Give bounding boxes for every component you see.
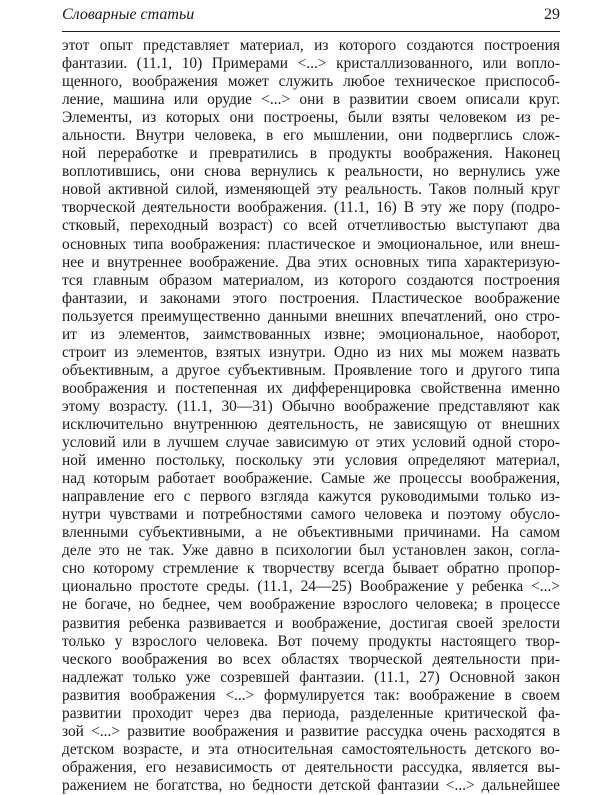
text-line: деле это не так. Уже давно в психологии был установлен закон, согла- bbox=[62, 542, 560, 560]
text-line: вленными субъективными, а не объективными причинами. На самом bbox=[62, 524, 560, 542]
text-line: объективным, а другое субъективным. Проявление того и другого типа bbox=[62, 361, 560, 379]
text-line: Элементы, из которых они построены, были взяты человеком из ре- bbox=[62, 109, 560, 127]
text-line: стковый, переходный возраст) со всей отчетливостью выступают два bbox=[62, 217, 560, 235]
text-line: условий или в лучшем случае зависимую от этих условий одной сторо- bbox=[62, 434, 560, 452]
text-line: ление, машина или орудие <...> они в развитии своем описали круг. bbox=[62, 91, 560, 109]
text-line: надлежат только уже созревшей фантазии. (11.1, 27) Основной закон bbox=[62, 668, 560, 686]
text-line: над которым работает воображение. Самые же процессы воображения, bbox=[62, 470, 560, 488]
text-line: развития ребенка развивается и воображение, достигая своей зрелости bbox=[62, 614, 560, 632]
text-line: пользуется преимущественно данными внешних впечатлений, оно стро- bbox=[62, 307, 560, 325]
body-text bbox=[62, 37, 560, 795]
running-head bbox=[62, 0, 560, 32]
text-line: ческого воображения во всех областях творческой деятельности при- bbox=[62, 650, 560, 668]
text-line: детском возрасте, и эта относительная самостоятельность детского во- bbox=[62, 740, 560, 758]
text-line: тся главным образом материалом, из которого создаются построения bbox=[62, 271, 560, 289]
text-line: не богаче, но беднее, чем воображение взрослого человека; в процессе bbox=[62, 596, 560, 614]
text-line: развитии проходит через два периода, разделенные критической фа- bbox=[62, 704, 560, 722]
text-line: ражением не богатства, но бедности детской фантазии <...> дальнейшее bbox=[62, 776, 560, 794]
page-number: 29 bbox=[544, 6, 560, 23]
text-line: воображения и постепенная их дифференцировка свойственна именно bbox=[62, 379, 560, 397]
text-line: ит из элементов, заимствованных извне; эмоциональное, наоборот, bbox=[62, 325, 560, 343]
text-line: новой активной силой, изменяющей эту реальность. Таков полный круг bbox=[62, 181, 560, 199]
text-line: фантазии. (11.1, 10) Примерами <...> кристаллизованного, или вопло- bbox=[62, 55, 560, 73]
running-title: Словарные статьи bbox=[62, 6, 195, 23]
text-line: строит из элементов, взятых изнутри. Одно из них мы можем назвать bbox=[62, 343, 560, 361]
text-line: ной именно постольку, поскольку эти условия определяют материал, bbox=[62, 452, 560, 470]
text-line: воплотившись, они снова вернулись к реальности, но вернулись уже bbox=[62, 163, 560, 181]
text-line: направление его с первого взгляда кажутся руководимыми только из- bbox=[62, 488, 560, 506]
text-line: фантазии, и законами этого построения. Пластическое воображение bbox=[62, 289, 560, 307]
text-line: этот опыт представляет материал, из которого создаются построения bbox=[62, 37, 560, 54]
text-line: развития воображения <...> формулируется так: воображение в своем bbox=[62, 686, 560, 704]
text-line: этому возрасту. (11.1, 30—31) Обычно воображение представляют как bbox=[62, 397, 560, 415]
text-line: альности. Внутри человека, в его мышлении, они подверглись слож- bbox=[62, 127, 560, 145]
text-line: щенного, воображения может служить любое техническое приспособ- bbox=[62, 73, 560, 91]
text-line: основных типа воображения: пластическое и эмоциональное, или внеш- bbox=[62, 235, 560, 253]
text-line: нее и внутреннее воображение. Два этих основных типа характеризую- bbox=[62, 253, 560, 271]
text-line: ображения, его независимость от деятельности рассудка, является вы- bbox=[62, 758, 560, 776]
text-line: сно которому стремление к творчеству всегда бывает обратно пропор- bbox=[62, 560, 560, 578]
text-line: творческой деятельности воображения. (11.1, 16) В эту же пору (подро- bbox=[62, 199, 560, 217]
text-line: зой <...> развитие воображения и развитие рассудка очень расходятся в bbox=[62, 722, 560, 740]
text-line: только у взрослого человека. Вот почему продукты настоящего твор- bbox=[62, 632, 560, 650]
text-line: ной переработке и превратились в продукты воображения. Наконец bbox=[62, 145, 560, 163]
text-line: ционально простоте среды. (11.1, 24—25) Воображение у ребенка <...> bbox=[62, 578, 560, 596]
text-line: исключительно внутреннюю деятельность, не зависящую от внешних bbox=[62, 415, 560, 433]
text-line: нутри чувствами и потребностями самого человека и поэтому обусло- bbox=[62, 506, 560, 524]
